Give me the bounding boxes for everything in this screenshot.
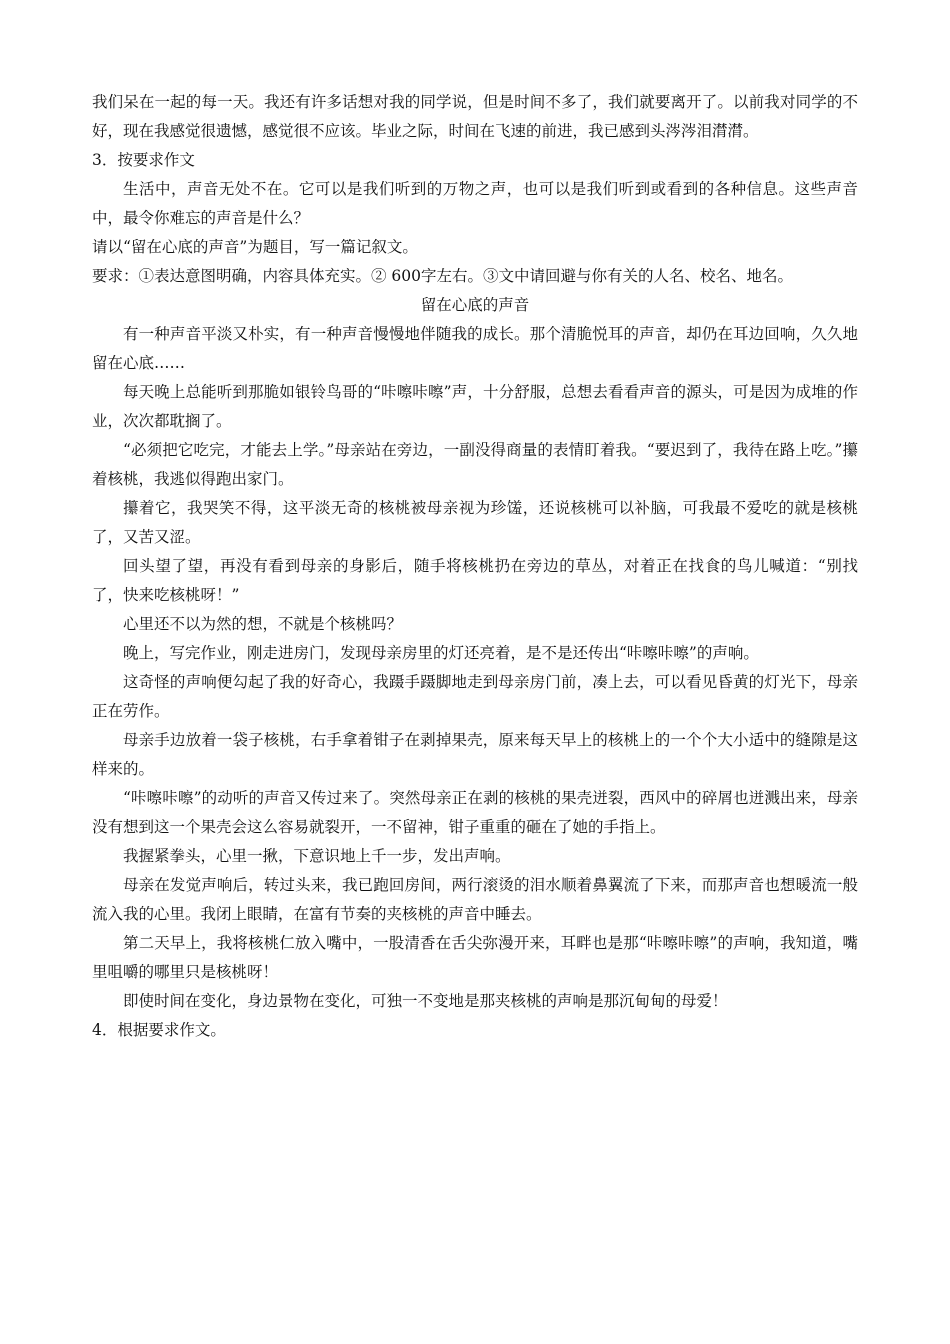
question-3-requirements: 要求：①表达意图明确，内容具体充实。② 600字左右。③文中请回避与你有关的人名、校名、地名。 (92, 267, 794, 285)
essay-paragraph: 第二天早上，我将核桃仁放入嘴中，一股清香在舌尖弥漫开来，耳畔也是那“咔嚓咔嚓”的声响，我知道，嘴里咀嚼的哪里只是核桃呀！ (92, 934, 858, 981)
essay-paragraph: 心里还不以为然的想，不就是个核桃吗？ (123, 615, 403, 633)
essay-paragraph: 有一种声音平淡又朴实，有一种声音慢慢地伴随我的成长。那个清脆悦耳的声音，却仍在耳边回响，久久地留在心底…… (92, 325, 858, 372)
question-3-instruction: 请以“留在心底的声音”为题目，写一篇记叙文。 (92, 238, 418, 256)
essay-paragraph: 母亲手边放着一袋子核桃，右手拿着钳子在剥掉果壳，原来每天早上的核桃上的一个个大小适中的缝隙是这样来的。 (92, 731, 858, 778)
question-3-prompt: 生活中，声音无处不在。它可以是我们听到的万物之声，也可以是我们听到或看到的各种信息。这些声音中，最令你难忘的声音是什么？ (92, 180, 858, 227)
essay-paragraph: 我握紧拳头，心里一揪，下意识地上千一步，发出声响。 (123, 847, 511, 865)
essay-paragraph: “必须把它吃完，才能去上学。”母亲站在旁边，一副没得商量的表情盯着我。“要迟到了，我待在路上吃。”攥着核桃，我逃似得跑出家门。 (92, 441, 858, 488)
essay-paragraph: 回头望了望，再没有看到母亲的身影后，随手将核桃扔在旁边的草丛，对着正在找食的鸟儿喊道：“别找了，快来吃核桃呀！” (92, 557, 858, 604)
essay-paragraph: 母亲在发觉声响后，转过头来，我已跑回房间，两行滚烫的泪水顺着鼻翼流了下来，而那声音也想暖流一般流入我的心里。我闭上眼睛，在富有节奏的夹核桃的声音中睡去。 (92, 876, 858, 923)
question-4-heading: 4．根据要求作文。 (92, 1021, 226, 1039)
question-3-heading: 3．按要求作文 (92, 151, 195, 169)
essay-paragraph: 晚上，写完作业，刚走进房门，发现母亲房里的灯还亮着，是不是还传出“咔嚓咔嚓”的声响。 (123, 644, 759, 662)
essay-title: 留在心底的声音 (420, 296, 530, 314)
previous-essay-ending: 我们呆在一起的每一天。我还有许多话想对我的同学说，但是时间不多了，我们就要离开了。以前我对同学的不好，现在我感觉很遗憾，感觉很不应该。毕业之际，时间在飞速的前进，我已感到头涔涔泪潸潸。 (92, 93, 858, 140)
essay-paragraph: 即使时间在变化，身边景物在变化，可独一不变地是那夹核桃的声响是那沉甸甸的母爱！ (123, 992, 728, 1010)
essay-paragraph: 攥着它，我哭笑不得，这平淡无奇的核桃被母亲视为珍馐，还说核桃可以补脑，可我最不爱吃的就是核桃了，又苦又涩。 (92, 499, 858, 546)
essay-paragraph: 每天晚上总能听到那脆如银铃鸟哥的“咔嚓咔嚓”声，十分舒服，总想去看看声音的源头，可是因为成堆的作业，次次都耽搁了。 (92, 383, 858, 430)
essay-paragraph: “咔嚓咔嚓”的动听的声音又传过来了。突然母亲正在剥的核桃的果壳迸裂，西风中的碎屑也迸溅出来，母亲没有想到这一个果壳会这么容易就裂开，一不留神，钳子重重的砸在了她的手指上。 (92, 789, 858, 836)
essay-paragraph: 这奇怪的声响便勾起了我的好奇心，我蹑手蹑脚地走到母亲房门前，凑上去，可以看见昏黄的灯光下，母亲正在劳作。 (92, 673, 858, 720)
document-body (92, 88, 858, 1045)
